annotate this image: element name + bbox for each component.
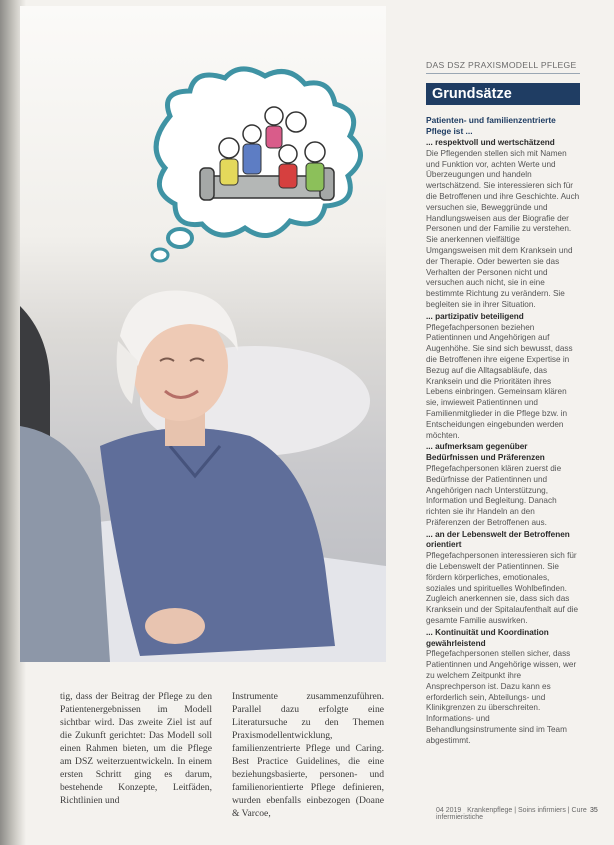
footer-issue: 04 2019	[436, 807, 462, 814]
principle-text: Pflegefachpersonen klären zuerst die Bedürfnisse der Patientinnen und Angehörigen nach Unterstützung, Information und Begleitung. Danach richten sie ihr Handeln an den Präferenzen der Betroffenen aus.	[426, 463, 562, 527]
principle-heading: ... respektvoll und wertschätzend	[426, 138, 555, 147]
visitor-shirt	[20, 426, 110, 662]
body-text-column-middle: Instrumente zusammenzuführen. Parallel dazu erfolgte eine Literatursuche zu den Themen Praxismodellentwicklung, familienzentrierte Pflege und Caring. Best Practice Guidelines, die eine beziehungsbasierte, personen- und familienorientierte Pflege definieren, wurden ebenfalls einbezogen (Doane & Varcoe,	[232, 691, 384, 819]
pajama	[100, 428, 335, 656]
principle-heading: ... Kontinuität und Koordination gewährleistend	[426, 627, 549, 648]
thought-bubble-family	[152, 69, 361, 261]
kicker: DAS DSZ PRAXISMODELL PFLEGE	[426, 60, 580, 74]
principle-text: Pflegefachpersonen stellen sicher, dass Patientinnen und Angehörige wissen, wer zu welchem Zeitpunkt ihre Ansprechperson ist. Dazu kann es erforderlich sein, Abteilungs- und Klinikgrenzen zu überschreiten. Informations- und Behandlungsinstrumente sind im Team abgestimmt.	[426, 649, 577, 745]
sidebar-box	[426, 60, 580, 747]
photo-illustration	[20, 6, 386, 662]
photo-elderly-woman-in-bed	[20, 6, 386, 662]
principle-text: Pflegefachpersonen interessieren sich für die Lebenswelt der Patientinnen. Sie fördern körperliches, emotionales, soziales und spirituelles Wohlbefinden. Zugleich anerkennen sie, dass sich das Kranksein und der Spitalaufenthalt auf die gesamte Familie auswirken.	[426, 551, 579, 626]
sidebar-title: Grundsätze	[426, 83, 580, 105]
principle-text: Pflegefachpersonen beziehen Patientinnen und Angehörigen auf Augenhöhe. Sie sind sich bewusst, dass die Betroffenen ihre eigene Expertise in Bezug auf die Alltagsabläufe, das Kranksein und die Prioritäten ihres Lebens einbringen. Gemeinsam klären sie, inwieweit Patientinnen und Familienmitglieder in die Pflege bzw. in Entscheidungen eingebunden werden möchten.	[426, 322, 573, 440]
hand	[145, 608, 205, 644]
body-text-column-left: tig, dass der Beitrag der Pflege zu den Patientenergebnissen im Modell sichtbar wird. Das zweite Ziel ist auf die Zukunft gerichtet: Das Modell soll einen Rahmen bieten, um die Pflege am DSZ weiterzuentwickeln. In einem ersten Schritt ging es darum, bestehende Konzepte, Leitfäden, Richtlinien und	[60, 691, 212, 806]
principle-heading: ... partizipativ beteiligend	[426, 311, 524, 321]
page-number: 35	[590, 807, 598, 814]
footer-publication: Krankenpflege | Soins infirmiers | Cure infermieristiche	[436, 807, 587, 821]
principle-heading: ... aufmerksam gegenüber Bedürfnissen und Präferenzen	[426, 442, 545, 463]
sidebar-intro: Patienten- und familienzentrierte Pflege ist ...	[426, 115, 556, 136]
principle-text: Die Pflegenden stellen sich mit Namen und Funktion vor, achten Werte und Überzeugungen und handeln wertschätzend. Sie interessieren sich für die Betroffenen und ihre Geschichte. Auch versuchen sie, Beweggründe und Handlungsweisen aus der Biografie der Personen und der Familie zu verstehen. Sie anerkennen vielfältige Umgangsweisen mit dem Kranksein und der Therapie. Oder bewerten sie das Verhalten der Personen nicht und versuchen auch nicht, sie in eine bestimmte Richtung zu verändern. Sie begleiten sie in ihrer Situation.	[426, 148, 580, 309]
page-footer	[436, 807, 614, 821]
principle-heading: ... an der Lebenswelt der Betroffenen orientiert	[426, 529, 570, 550]
